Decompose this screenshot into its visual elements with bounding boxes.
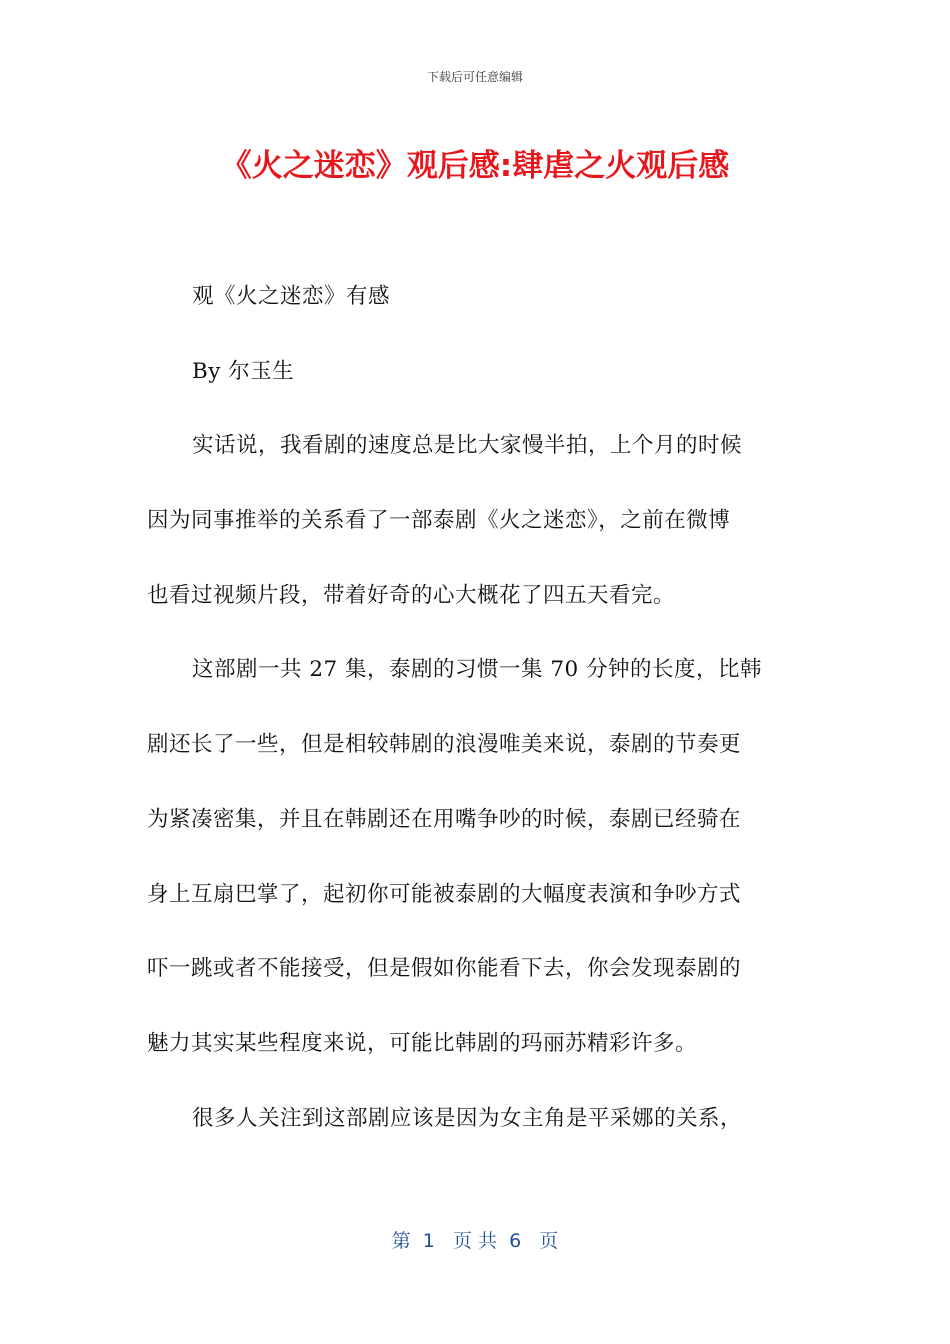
body-line: 因为同事推举的关系看了一部泰剧《火之迷恋》，之前在微博 [147,508,731,534]
page-footer: 第 1 页 共 6 页 [391,1230,559,1252]
body-line: 魅力其实某些程度来说，可能比韩剧的玛丽苏精彩许多。 [147,1030,698,1056]
document-body [147,260,797,1156]
body-line: 这部剧一共 27 集，泰剧的习惯一集 70 分钟的长度，比韩 [192,657,763,683]
body-line: 实话说，我看剧的速度总是比大家慢半拍，上个月的时候 [192,433,743,459]
body-line: 为紧凑密集，并且在韩剧还在用嘴争吵的时候，泰剧已经骑在 [147,806,742,832]
body-line: 吓一跳或者不能接受，但是假如你能看下去，你会发现泰剧的 [147,956,742,982]
body-line: 剧还长了一些，但是相较韩剧的浪漫唯美来说，泰剧的节奏更 [147,732,742,758]
document-title: 《火之迷恋》观后感:肆虐之火观后感 [220,148,730,184]
body-line: 也看过视频片段，带着好奇的心大概花了四五天看完。 [147,582,676,608]
body-line: 身上互扇巴掌了，起初你可能被泰剧的大幅度表演和争吵方式 [147,881,742,907]
body-line: 很多人关注到这部剧应该是因为女主角是平采娜的关系， [192,1105,743,1131]
body-line: By 尔玉生 [192,358,295,384]
body-line: 观《火之迷恋》有感 [192,284,391,309]
header-note: 下载后可任意编辑 [426,70,523,84]
